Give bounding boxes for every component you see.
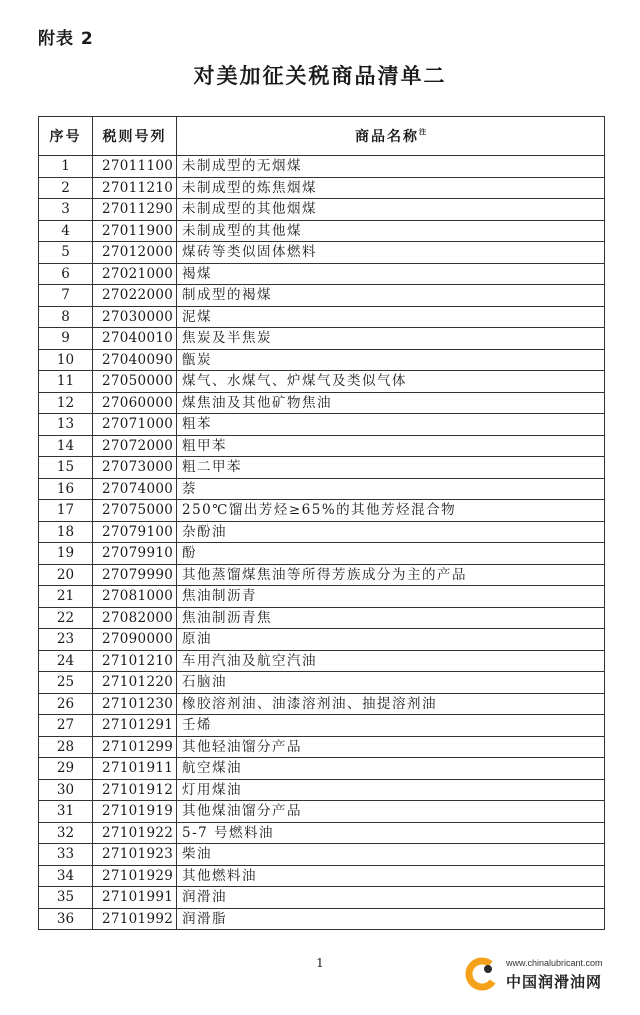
row-tariff-code: 27079990	[93, 564, 177, 586]
table-header-row	[39, 117, 605, 156]
table-row	[39, 349, 605, 371]
row-serial-number: 35	[39, 887, 93, 909]
table-row	[39, 177, 605, 199]
watermark-url: www.chinalubricant.com	[506, 958, 603, 968]
row-tariff-code: 27101929	[93, 865, 177, 887]
site-watermark	[464, 952, 624, 996]
table-row	[39, 586, 605, 608]
row-product-name: 粗甲苯	[177, 435, 605, 457]
row-serial-number: 14	[39, 435, 93, 457]
row-tariff-code: 27101912	[93, 779, 177, 801]
table-row	[39, 629, 605, 651]
row-tariff-code: 27074000	[93, 478, 177, 500]
row-product-name: 润滑脂	[177, 908, 605, 930]
table-row	[39, 543, 605, 565]
row-serial-number: 23	[39, 629, 93, 651]
row-tariff-code: 27040010	[93, 328, 177, 350]
table-row	[39, 908, 605, 930]
row-serial-number: 30	[39, 779, 93, 801]
row-product-name: 酚	[177, 543, 605, 565]
row-tariff-code: 27101923	[93, 844, 177, 866]
row-serial-number: 22	[39, 607, 93, 629]
row-tariff-code: 27011290	[93, 199, 177, 221]
row-serial-number: 25	[39, 672, 93, 694]
table-row	[39, 844, 605, 866]
row-serial-number: 17	[39, 500, 93, 522]
row-serial-number: 33	[39, 844, 93, 866]
row-product-name: 萘	[177, 478, 605, 500]
appendix-label: 附表 2	[38, 29, 94, 49]
row-product-name: 焦油制沥青	[177, 586, 605, 608]
document-title: 对美加征关税商品清单二	[193, 64, 447, 88]
row-product-name: 未制成型的无烟煤	[177, 156, 605, 178]
row-serial-number: 18	[39, 521, 93, 543]
table-row	[39, 564, 605, 586]
table-row	[39, 285, 605, 307]
table-row	[39, 758, 605, 780]
row-product-name: 煤焦油及其他矿物焦油	[177, 392, 605, 414]
table-row	[39, 715, 605, 737]
row-serial-number: 13	[39, 414, 93, 436]
row-tariff-code: 27101230	[93, 693, 177, 715]
header-tariff-code	[93, 117, 177, 156]
table-row	[39, 414, 605, 436]
header-product-name	[177, 117, 605, 156]
table-row	[39, 371, 605, 393]
row-product-name: 制成型的褐煤	[177, 285, 605, 307]
table-row	[39, 801, 605, 823]
row-serial-number: 27	[39, 715, 93, 737]
table-row	[39, 693, 605, 715]
row-serial-number: 21	[39, 586, 93, 608]
row-product-name: 润滑油	[177, 887, 605, 909]
row-tariff-code: 27071000	[93, 414, 177, 436]
table-row	[39, 865, 605, 887]
row-tariff-code: 27030000	[93, 306, 177, 328]
row-serial-number: 4	[39, 220, 93, 242]
row-product-name: 其他燃料油	[177, 865, 605, 887]
row-tariff-code: 27101299	[93, 736, 177, 758]
table-row	[39, 736, 605, 758]
row-product-name: 橡胶溶剂油、油漆溶剂油、抽提溶剂油	[177, 693, 605, 715]
table-row	[39, 156, 605, 178]
watermark-site-name: 中国润滑油网	[506, 973, 603, 991]
row-product-name: 其他蒸馏煤焦油等所得芳族成分为主的产品	[177, 564, 605, 586]
row-product-name: 焦油制沥青焦	[177, 607, 605, 629]
row-tariff-code: 27101992	[93, 908, 177, 930]
row-product-name: 灯用煤油	[177, 779, 605, 801]
row-serial-number: 20	[39, 564, 93, 586]
row-serial-number: 15	[39, 457, 93, 479]
row-tariff-code: 27040090	[93, 349, 177, 371]
header-serial-number-label: 序号	[49, 129, 82, 145]
row-product-name: 褐煤	[177, 263, 605, 285]
row-product-name: 未制成型的炼焦烟煤	[177, 177, 605, 199]
row-serial-number: 16	[39, 478, 93, 500]
table-row	[39, 478, 605, 500]
table-row	[39, 500, 605, 522]
row-serial-number: 11	[39, 371, 93, 393]
row-tariff-code: 27021000	[93, 263, 177, 285]
table-body	[39, 156, 605, 930]
table-row	[39, 457, 605, 479]
row-tariff-code: 27101210	[93, 650, 177, 672]
row-product-name: 粗二甲苯	[177, 457, 605, 479]
row-serial-number: 29	[39, 758, 93, 780]
row-product-name: 原油	[177, 629, 605, 651]
swoosh-logo-icon	[464, 956, 500, 992]
row-serial-number: 2	[39, 177, 93, 199]
row-product-name: 甑炭	[177, 349, 605, 371]
table-row	[39, 435, 605, 457]
row-tariff-code: 27101991	[93, 887, 177, 909]
row-serial-number: 24	[39, 650, 93, 672]
table-row	[39, 650, 605, 672]
table-row	[39, 607, 605, 629]
row-serial-number: 12	[39, 392, 93, 414]
table-row	[39, 199, 605, 221]
row-tariff-code: 27079910	[93, 543, 177, 565]
row-tariff-code: 27011100	[93, 156, 177, 178]
row-product-name: 其他轻油馏分产品	[177, 736, 605, 758]
row-product-name: 未制成型的其他烟煤	[177, 199, 605, 221]
row-tariff-code: 27101911	[93, 758, 177, 780]
table-row	[39, 392, 605, 414]
row-tariff-code: 27101291	[93, 715, 177, 737]
table-row	[39, 242, 605, 264]
table-row	[39, 779, 605, 801]
row-product-name: 石脑油	[177, 672, 605, 694]
row-tariff-code: 27075000	[93, 500, 177, 522]
tariff-table	[38, 116, 605, 930]
row-tariff-code: 27090000	[93, 629, 177, 651]
header-product-name-label: 商品名称	[355, 129, 419, 145]
row-serial-number: 6	[39, 263, 93, 285]
row-serial-number: 31	[39, 801, 93, 823]
header-serial-number	[39, 117, 93, 156]
page-number: 1	[316, 956, 324, 970]
row-serial-number: 28	[39, 736, 93, 758]
row-tariff-code: 27050000	[93, 371, 177, 393]
row-serial-number: 32	[39, 822, 93, 844]
row-product-name: 煤气、水煤气、炉煤气及类似气体	[177, 371, 605, 393]
row-tariff-code: 27101919	[93, 801, 177, 823]
header-tariff-code-label: 税则号列	[102, 129, 167, 145]
row-serial-number: 10	[39, 349, 93, 371]
row-product-name: 250℃馏出芳烃≥65%的其他芳烃混合物	[177, 500, 605, 522]
row-tariff-code: 27081000	[93, 586, 177, 608]
row-product-name: 未制成型的其他煤	[177, 220, 605, 242]
row-product-name: 焦炭及半焦炭	[177, 328, 605, 350]
row-serial-number: 5	[39, 242, 93, 264]
row-product-name: 航空煤油	[177, 758, 605, 780]
row-product-name: 粗苯	[177, 414, 605, 436]
table-row	[39, 263, 605, 285]
row-tariff-code: 27079100	[93, 521, 177, 543]
row-tariff-code: 27072000	[93, 435, 177, 457]
row-product-name: 壬烯	[177, 715, 605, 737]
row-serial-number: 26	[39, 693, 93, 715]
row-tariff-code: 27073000	[93, 457, 177, 479]
row-serial-number: 1	[39, 156, 93, 178]
row-tariff-code: 27060000	[93, 392, 177, 414]
row-serial-number: 7	[39, 285, 93, 307]
row-product-name: 煤砖等类似固体燃料	[177, 242, 605, 264]
row-tariff-code: 27082000	[93, 607, 177, 629]
row-tariff-code: 27011210	[93, 177, 177, 199]
row-serial-number: 19	[39, 543, 93, 565]
table-row	[39, 521, 605, 543]
row-product-name: 车用汽油及航空汽油	[177, 650, 605, 672]
row-product-name: 其他煤油馏分产品	[177, 801, 605, 823]
row-product-name: 柴油	[177, 844, 605, 866]
row-serial-number: 3	[39, 199, 93, 221]
table-row	[39, 306, 605, 328]
table-row	[39, 220, 605, 242]
row-tariff-code: 27011900	[93, 220, 177, 242]
row-serial-number: 36	[39, 908, 93, 930]
header-note-marker: 注	[419, 128, 426, 136]
row-product-name: 5-7 号燃料油	[177, 822, 605, 844]
row-tariff-code: 27012000	[93, 242, 177, 264]
row-tariff-code: 27101922	[93, 822, 177, 844]
row-serial-number: 9	[39, 328, 93, 350]
row-tariff-code: 27022000	[93, 285, 177, 307]
table-row	[39, 672, 605, 694]
row-product-name: 泥煤	[177, 306, 605, 328]
row-serial-number: 34	[39, 865, 93, 887]
row-serial-number: 8	[39, 306, 93, 328]
row-tariff-code: 27101220	[93, 672, 177, 694]
table-row	[39, 328, 605, 350]
table-row	[39, 887, 605, 909]
row-product-name: 杂酚油	[177, 521, 605, 543]
table-row	[39, 822, 605, 844]
